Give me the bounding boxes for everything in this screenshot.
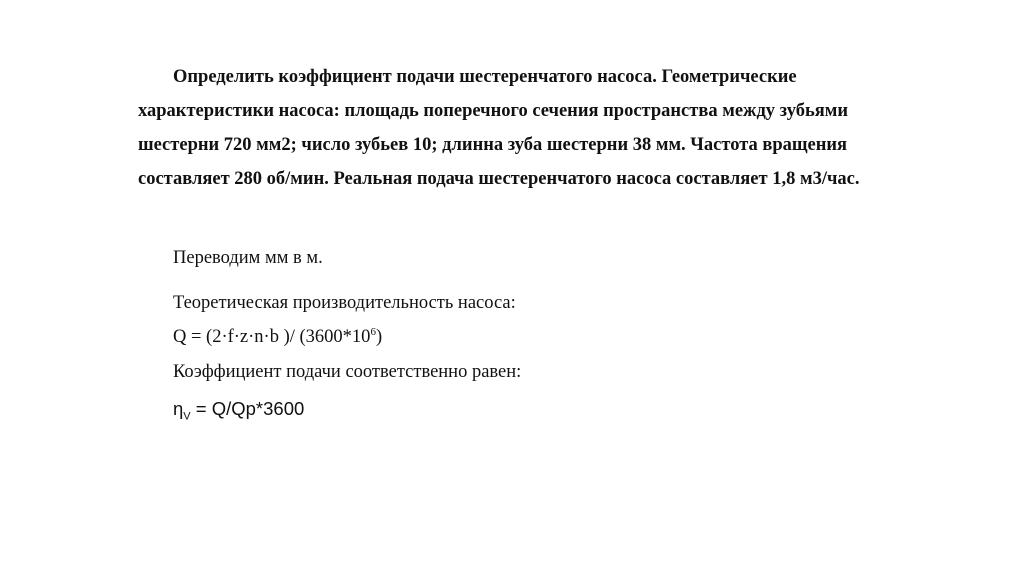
theoretical-capacity-label: Теоретическая производительность насоса: — [173, 293, 516, 313]
formula-q — [173, 327, 382, 348]
formula-q-base: Q = (2·f·z·n·b )/ (3600*10 — [173, 327, 371, 347]
formula-eta — [173, 398, 305, 423]
convert-note: Переводим мм в м. — [173, 248, 323, 268]
formula-eta-rest: = Q/Qp*3600 — [190, 398, 305, 419]
formula-eta-symbol: η — [173, 398, 184, 419]
task-statement: Определить коэффициент подачи шестеренчатого насоса. Геометрические характеристики насоса: площадь поперечного сечения пространства между зубьями шестерни 720 мм2; число зубьев 10; длинна зуба шестерни 38 мм. Частота вращения составляет 280 об/мин. Реальная подача шестеренчатого насоса составляет 1,8 м3/час. — [138, 67, 860, 189]
coefficient-label: Коэффициент подачи соответственно равен: — [173, 362, 522, 382]
formula-q-tail: ) — [375, 327, 383, 347]
formula-eta-subscript: V — [183, 410, 191, 423]
formula-q-exponent: 6 — [370, 325, 376, 338]
